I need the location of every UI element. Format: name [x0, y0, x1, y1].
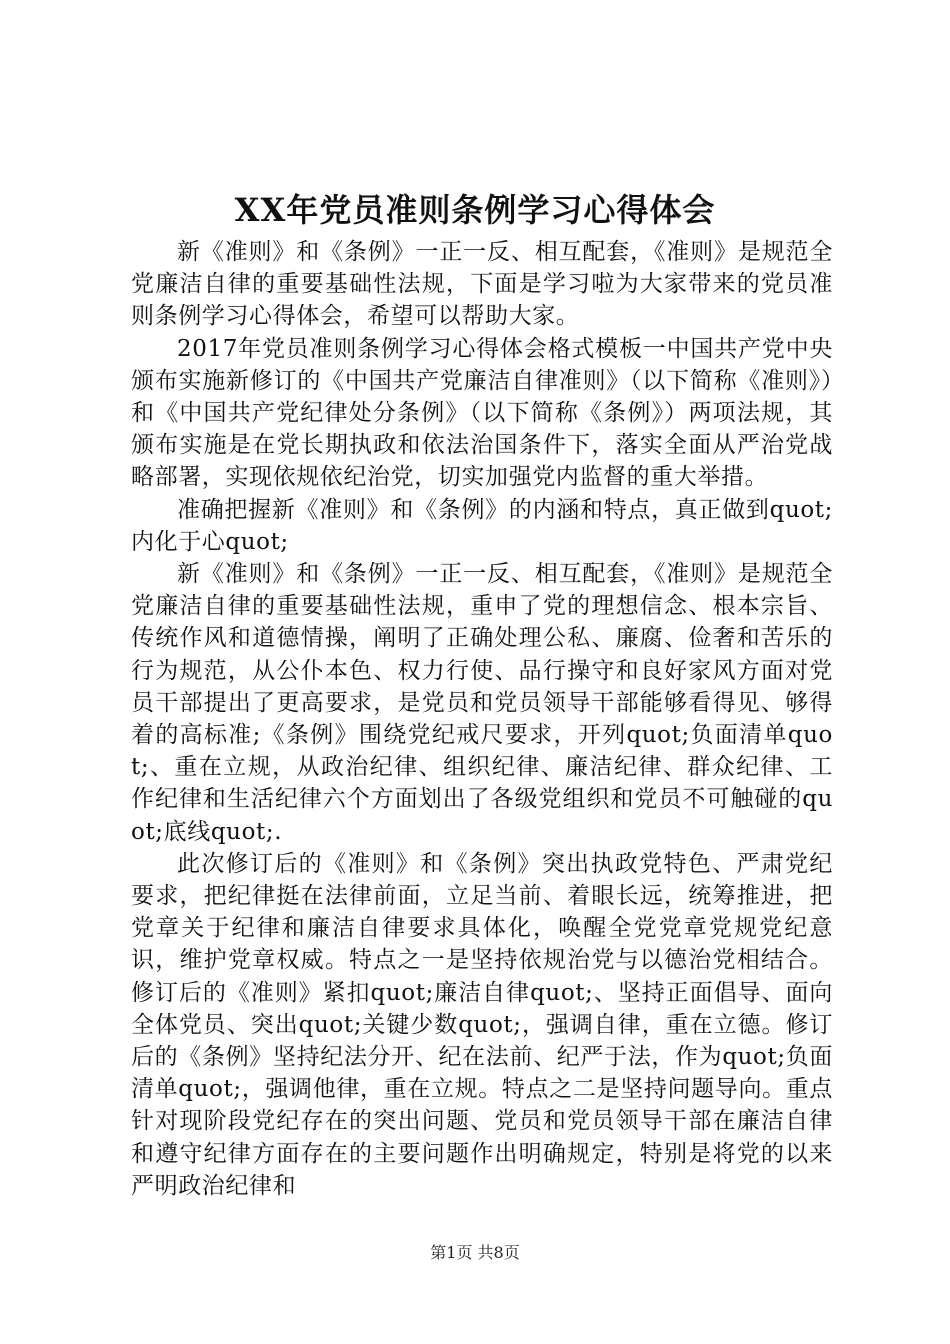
page-number-footer: 第1页 共8页 — [430, 1243, 520, 1262]
paragraph-5: 此次修订后的《准则》和《条例》突出执政党特色、严肃党纪要求，把纪律挺在法律前面，立足当前、着眼长远，统筹推进，把党章关于纪律和廉洁自律要求具体化，唤醒全党党章党规党纪意识，维护党章权威。特点之一是坚持依规治党与以德治党相结合。修订后的《准则》紧扣quot;廉洁自律quot;、坚持正面倡导、面向全体党员、突出quot;关键少数quot;，强调自律，重在立德。修订后的《条例》坚持纪法分开、纪在法前、纪严于法，作为quot;负面清单quot;，强调他律，重在立规。特点之二是坚持问题导向。重点针对现阶段党纪存在的突出问题、党员和党员领导干部在廉洁自律和遵守纪律方面存在的主要问题作出明确规定，特别是将党的以来严明政治纪律和 — [131, 850, 833, 1199]
document-body — [131, 236, 833, 1202]
paragraph-2: 2017年党员准则条例学习心得体会格式模板一中国共产党中央颁布实施新修订的《中国共产党廉洁自律准则》（以下简称《准则》）和《中国共产党纪律处分条例》（以下简称《条例》）两项法规，其颁布实施是在党长期执政和依法治国条件下，落实全面从严治党战略部署，实现依规依纪治党，切实加强党内监督的重大举措。 — [131, 335, 833, 491]
paragraph-1: 新《准则》和《条例》一正一反、相互配套，《准则》是规范全党廉洁自律的重要基础性法规，下面是学习啦为大家带来的党员准则条例学习心得体会，希望可以帮助大家。 — [131, 239, 833, 330]
paragraph-4: 新《准则》和《条例》一正一反、相互配套，《准则》是规范全党廉洁自律的重要基础性法规，重申了党的理想信念、根本宗旨、传统作风和道德情操，阐明了正确处理公私、廉腐、俭奢和苦乐的行为规范，从公仆本色、权力行使、品行操守和良好家风方面对党员干部提出了更高要求，是党员和党员领导干部能够看得见、够得着的高标准;《条例》围绕党纪戒尺要求，开列quot;负面清单quot;、重在立规，从政治纪律、组织纪律、廉洁纪律、群众纪律、工作纪律和生活纪律六个方面划出了各级党组织和党员不可触碰的quot;底线quot;. — [131, 561, 833, 845]
paragraph-3: 准确把握新《准则》和《条例》的内涵和特点，真正做到quot;内化于心quot; — [131, 496, 833, 555]
document-title: XX年党员准则条例学习心得体会 — [234, 191, 716, 229]
